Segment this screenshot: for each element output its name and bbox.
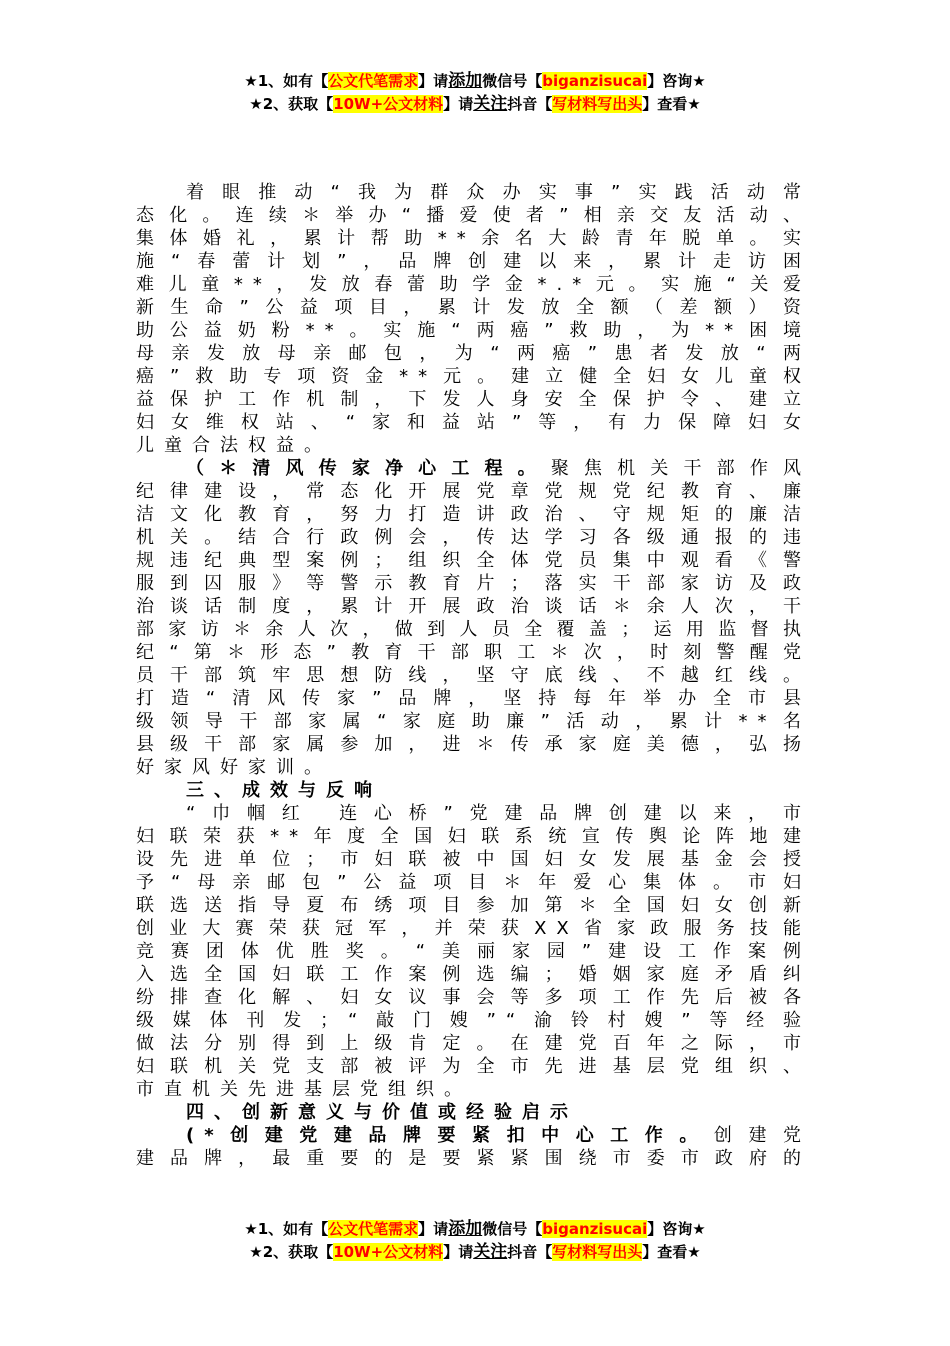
banner-highlight: 10W+公文材料 [333, 95, 444, 113]
text-line: 纪律建设，常态化开展党章党规党纪教育、廉 [136, 481, 811, 502]
text-line: 服到囚服》等警示教育片；落实干部家访及政 [136, 573, 811, 594]
banner-line-2 [0, 93, 950, 116]
bottom-banner [0, 1218, 950, 1264]
subheading: （＊清风传家净心工程。 [186, 458, 551, 479]
text-line: 予“母亲邮包”公益项目＊年爱心集体。市妇 [136, 872, 811, 893]
banner-underline: 关注 [473, 1242, 508, 1262]
banner-highlight: biganzisucai [542, 72, 648, 90]
banner-highlight: 公文代笔需求 [328, 72, 419, 90]
banner-text: ★1、如有【 [244, 1220, 329, 1238]
text-line: 治谈话制度，累计开展政治谈话＊余人次，干 [136, 596, 811, 617]
text-line: 妇女维权站、“家和益站”等，有力保障妇女 [136, 412, 811, 433]
text-line: 施“春蕾计划”，品牌创建以来，累计走访困 [136, 251, 811, 272]
banner-text: 】咨询★ [647, 1220, 706, 1238]
text-line: 儿童合法权益。 [136, 435, 332, 456]
banner-text: ★2、获取【 [249, 95, 334, 113]
banner-text: 】请 [443, 1243, 474, 1261]
text-line: 创业大赛荣获冠军，并荣获XX省家政服务技能 [136, 918, 811, 939]
banner-text: 微信号【 [482, 1220, 543, 1238]
text-line: 设先进单位；市妇联被中国妇女发展基金会授 [136, 849, 811, 870]
text-line: 纷排查化解、妇女议事会等多项工作先后被各 [136, 987, 811, 1008]
banner-text: 】查看★ [642, 1243, 701, 1261]
text-line: 建品牌，最重要的是要紧紧围绕市委市政府的 [136, 1148, 811, 1169]
banner-text: ★1、如有【 [244, 72, 329, 90]
text-line: 难儿童**，发放春蕾助学金*.*元。实施“关爱 [136, 274, 811, 295]
subheading: (*创建党建品牌要紧扣中心工作。 [186, 1125, 714, 1146]
text-line: 员干部筑牢思想防线，坚守底线、不越红线。 [136, 665, 811, 686]
banner-underline: 添加 [448, 71, 483, 91]
banner-highlight: 写材料写出头 [552, 95, 643, 113]
banner-underline: 关注 [473, 94, 508, 114]
text-line: 部家访＊余人次，做到人员全覆盖；运用监督执 [136, 619, 811, 640]
text-run: 创建党 [713, 1125, 812, 1146]
text-run: 聚焦机关干部作风 [550, 458, 812, 479]
banner-line-2 [0, 1241, 950, 1264]
text-line: “巾帼红 连心桥”党建品牌创建以来，市 [186, 803, 811, 824]
text-line: 妇联机关党支部被评为全市先进基层党组织、 [136, 1056, 811, 1077]
banner-highlight: biganzisucai [542, 1220, 648, 1238]
banner-highlight: 公文代笔需求 [328, 1220, 419, 1238]
banner-text: 抖音【 [507, 95, 553, 113]
section-heading: 三、成效与反响 [186, 780, 382, 801]
banner-text: 微信号【 [482, 72, 543, 90]
text-line: 态化。连续＊举办“播爱使者”相亲交友活动、 [136, 205, 811, 226]
banner-underline: 添加 [448, 1219, 483, 1239]
banner-text: ★2、获取【 [249, 1243, 334, 1261]
banner-text: 抖音【 [507, 1243, 553, 1261]
text-line: 好家风好家训。 [136, 757, 332, 778]
text-line: 妇联荣获**年度全国妇联系统宣传舆论阵地建 [136, 826, 811, 847]
text-line: 县级干部家属参加，进＊传承家庭美德，弘扬 [136, 734, 811, 755]
banner-text: 】请 [443, 95, 474, 113]
banner-highlight: 10W+公文材料 [333, 1243, 444, 1261]
text-line: 癌”救助专项资金**元。建立健全妇女儿童权 [136, 366, 811, 387]
banner-text: 】请 [418, 1220, 449, 1238]
text-line: 竞赛团体优胜奖。“美丽家园”建设工作案例 [136, 941, 811, 962]
text-line: 着眼推动“我为群众办实事”实践活动常 [186, 182, 811, 203]
text-line: 市直机关先进基层党组织。 [136, 1079, 472, 1100]
text-line [136, 1124, 811, 1147]
text-line: 纪“第＊形态”教育干部职工＊次，时刻警醒党 [136, 642, 811, 663]
text-line: 级媒体刊发；“敲门嫂”“渝铃村嫂”等经验 [136, 1010, 811, 1031]
banner-text: 】请 [418, 72, 449, 90]
text-line: 母亲发放母亲邮包，为“两癌”患者发放“两 [136, 343, 811, 364]
banner-text: 】咨询★ [647, 72, 706, 90]
text-line: 助公益奶粉**。实施“两癌”救助，为**困境 [136, 320, 811, 341]
banner-highlight: 写材料写出头 [552, 1243, 643, 1261]
banner-text: 】查看★ [642, 95, 701, 113]
banner-line-1 [0, 1218, 950, 1241]
document-body [136, 181, 811, 1170]
text-line [136, 457, 811, 480]
text-line: 规违纪典型案例；组织全体党员集中观看《警 [136, 550, 811, 571]
text-line: 入选全国妇联工作案例选编；婚姻家庭矛盾纠 [136, 964, 811, 985]
text-line: 联选送指导夏布绣项目参加第＊全国妇女创新 [136, 895, 811, 916]
section-heading: 四、创新意义与价值或经验启示 [186, 1102, 578, 1123]
top-banner [0, 70, 950, 116]
text-line: 洁文化教育，努力打造讲政治、守规矩的廉洁 [136, 504, 811, 525]
text-line: 打造“清风传家”品牌，坚持每年举办全市县 [136, 688, 811, 709]
text-line: 做法分别得到上级肯定。在建党百年之际，市 [136, 1033, 811, 1054]
text-line: 机关。结合行政例会，传达学习各级通报的违 [136, 527, 811, 548]
banner-line-1 [0, 70, 950, 93]
text-line: 集体婚礼，累计帮助**余名大龄青年脱单。实 [136, 228, 811, 249]
text-line: 新生命”公益项目，累计发放全额（差额）资 [136, 297, 811, 318]
text-line: 级领导干部家属“家庭助廉”活动，累计**名 [136, 711, 811, 732]
text-line: 益保护工作机制，下发人身安全保护令、建立 [136, 389, 811, 410]
